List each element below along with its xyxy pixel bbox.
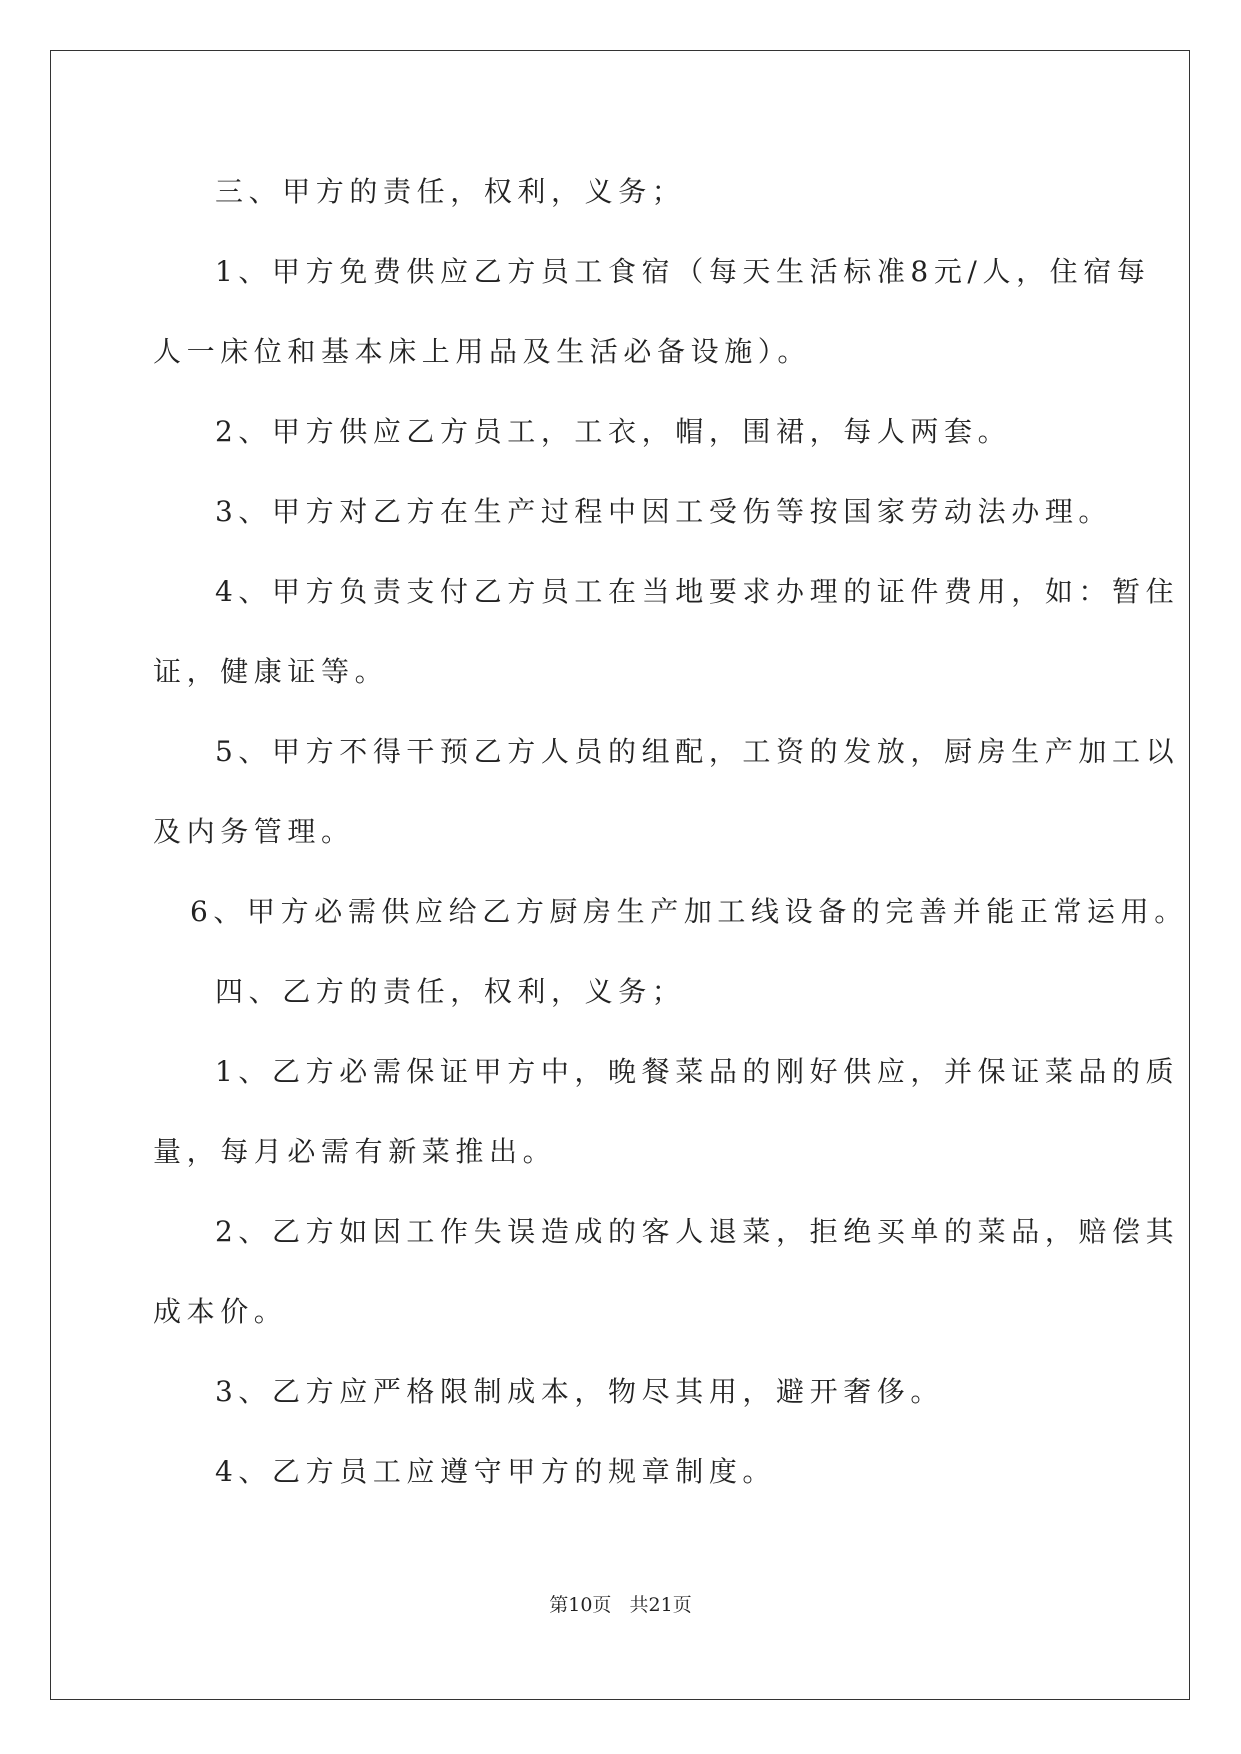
paragraph-line: 3、甲方对乙方在生产过程中因工受伤等按国家劳动法办理。 <box>215 495 1113 528</box>
paragraph-line: 4、甲方负责支付乙方员工在当地要求办理的证件费用，如：暂住 <box>215 575 1180 608</box>
paragraph-line: 6、甲方必需供应给乙方厨房生产加工线设备的完善并能正常运用。 <box>190 895 1188 928</box>
section-heading-party-a: 三、甲方的责任，权利，义务； <box>215 175 686 208</box>
paragraph-line: 量，每月必需有新菜推出。 <box>153 1135 557 1168</box>
paragraph-line: 及内务管理。 <box>153 815 355 848</box>
paragraph-line: 证，健康证等。 <box>153 655 389 688</box>
paragraph-line: 5、甲方不得干预乙方人员的组配，工资的发放，厨房生产加工以 <box>215 735 1180 768</box>
paragraph-line: 1、乙方必需保证甲方中，晚餐菜品的刚好供应，并保证菜品的质 <box>215 1055 1180 1088</box>
page-number-footer: 第10页 共21页 <box>549 1594 692 1616</box>
paragraph-line: 人一床位和基本床上用品及生活必备设施）。 <box>153 335 812 368</box>
paragraph-line: 1、甲方免费供应乙方员工食宿（每天生活标准8元/人，住宿每 <box>215 255 1151 288</box>
paragraph-line: 2、甲方供应乙方员工，工衣，帽，围裙，每人两套。 <box>215 415 1012 448</box>
paragraph-line: 4、乙方员工应遵守甲方的规章制度。 <box>215 1455 777 1488</box>
paragraph-line: 成本价。 <box>153 1295 288 1328</box>
paragraph-line: 2、乙方如因工作失误造成的客人退菜，拒绝买单的菜品，赔偿其 <box>215 1215 1180 1248</box>
section-heading-party-b: 四、乙方的责任，权利，义务； <box>215 975 686 1008</box>
paragraph-line: 3、乙方应严格限制成本，物尽其用，避开奢侈。 <box>215 1375 945 1408</box>
